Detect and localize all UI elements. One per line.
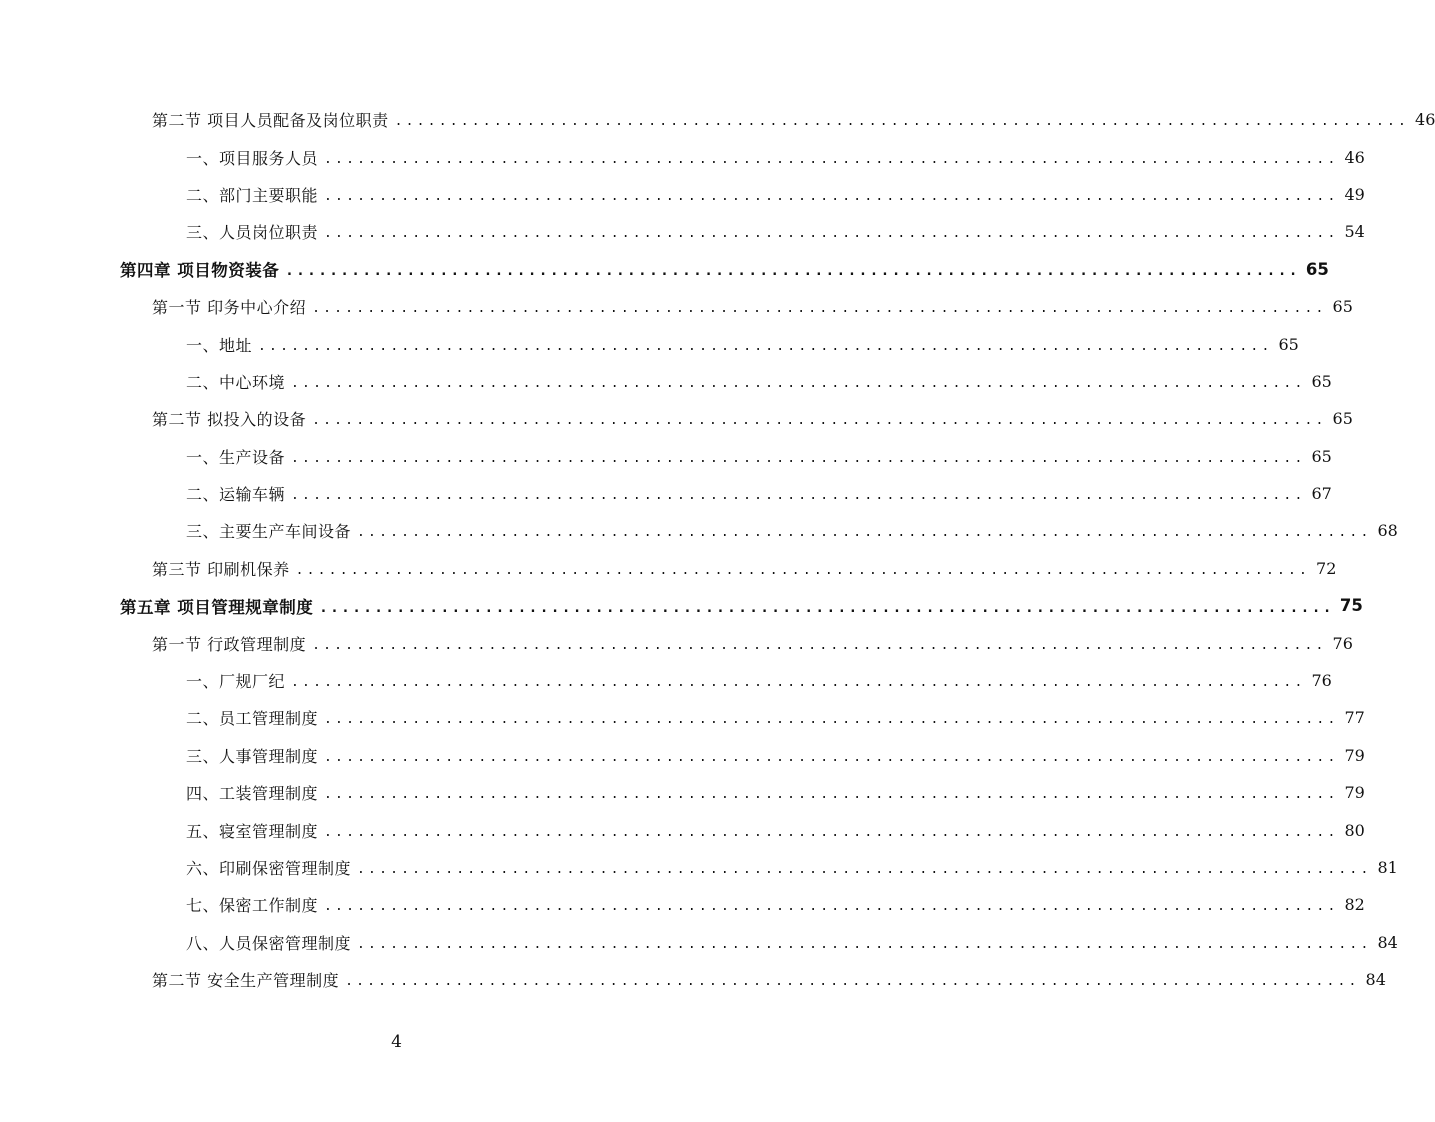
toc-entry-title: 第一节 印务中心介绍	[152, 298, 307, 318]
toc-entry[interactable]	[0, 213, 1365, 250]
toc-entry-title: 三、人事管理制度	[186, 746, 319, 766]
toc-entry[interactable]	[0, 699, 1365, 736]
toc-entry-page: 65	[1332, 297, 1353, 317]
toc-entry-page: 76	[1311, 671, 1332, 691]
dot-leader: ............................................................................................	[291, 450, 1306, 466]
toc-entry[interactable]	[0, 550, 1337, 587]
dot-leader: ............................................................................................	[394, 114, 1410, 130]
toc-entry[interactable]	[0, 587, 1363, 624]
toc-entry-title: 二、员工管理制度	[186, 709, 319, 729]
toc-entry-page: 49	[1344, 184, 1365, 204]
dot-leader: ............................................................................................	[324, 712, 1339, 728]
toc-entry-title: 二、运输车辆	[186, 485, 286, 505]
dot-leader: ............................................................................................	[357, 936, 1372, 952]
toc-entry-title: 一、地址	[186, 335, 253, 355]
dot-leader: ............................................................................................	[312, 301, 1327, 317]
dot-leader: ............................................................................................	[312, 413, 1327, 429]
toc-entry[interactable]	[0, 325, 1299, 362]
toc-entry[interactable]	[0, 138, 1365, 175]
toc-entry-title: 第四章 项目物资装备	[120, 261, 280, 281]
toc-entry-title: 八、人员保密管理制度	[186, 933, 352, 953]
dot-leader: ............................................................................................	[345, 974, 1360, 990]
dot-leader: ............................................................................................	[312, 637, 1327, 653]
toc-entry[interactable]	[0, 475, 1332, 512]
toc-entry[interactable]	[0, 737, 1365, 774]
dot-leader: ............................................................................................	[258, 338, 1273, 354]
toc-entry-page: 65	[1311, 371, 1332, 391]
toc-entry-title: 六、印刷保密管理制度	[186, 859, 352, 878]
toc-entry-page: 84	[1377, 932, 1398, 952]
toc-entry[interactable]	[0, 438, 1332, 475]
toc-entry[interactable]	[0, 662, 1332, 699]
toc-entry-title: 第二节 项目人员配备及岗位职责	[152, 111, 389, 131]
toc-entry-page: 80	[1344, 820, 1365, 840]
dot-leader: ............................................................................................	[324, 188, 1339, 204]
dot-leader: ............................................................................................	[324, 749, 1339, 765]
toc-entry[interactable]	[0, 774, 1365, 811]
toc-entry-title: 七、保密工作制度	[186, 896, 319, 916]
toc-entry-page: 46	[1344, 147, 1365, 167]
dot-leader: ............................................................................................	[291, 488, 1306, 504]
toc-entry[interactable]	[0, 400, 1353, 437]
toc-entry[interactable]	[0, 886, 1365, 923]
table-of-contents	[0, 101, 1435, 998]
dot-leader: ............................................................................................	[324, 899, 1339, 915]
toc-entry[interactable]	[0, 961, 1386, 998]
toc-entry-page: 79	[1344, 783, 1365, 803]
toc-entry-page: 46	[1415, 110, 1435, 130]
toc-entry[interactable]	[0, 363, 1332, 400]
toc-entry[interactable]	[0, 924, 1398, 961]
toc-entry-page: 65	[1311, 446, 1332, 466]
toc-entry-title: 第二节 安全生产管理制度	[152, 971, 340, 991]
toc-entry-page: 76	[1332, 633, 1353, 653]
toc-entry-page: 81	[1377, 858, 1398, 877]
toc-entry[interactable]	[0, 811, 1365, 848]
toc-entry-title: 三、主要生产车间设备	[186, 522, 352, 542]
toc-entry-title: 三、人员岗位职责	[186, 223, 319, 243]
toc-entry-title: 一、项目服务人员	[186, 148, 319, 168]
toc-entry-title: 第五章 项目管理规章制度	[120, 597, 314, 617]
dot-leader: ............................................................................................	[295, 562, 1311, 578]
toc-entry-page: 75	[1339, 596, 1363, 616]
toc-entry-page: 77	[1344, 708, 1365, 728]
toc-entry[interactable]	[0, 512, 1398, 549]
page-number: 4	[391, 1032, 402, 1052]
toc-entry-page: 67	[1311, 484, 1332, 504]
toc-entry-title: 二、中心环境	[186, 372, 286, 392]
toc-entry-title: 一、生产设备	[186, 447, 286, 467]
toc-entry-page: 65	[1305, 259, 1329, 279]
toc-entry-page: 65	[1278, 334, 1299, 354]
dot-leader: ............................................................................................	[324, 151, 1339, 167]
toc-entry-title: 四、工装管理制度	[186, 784, 319, 804]
toc-entry[interactable]	[0, 251, 1329, 288]
dot-leader: ............................................................................................	[324, 226, 1339, 242]
toc-entry-title: 二、部门主要职能	[186, 185, 319, 205]
toc-entry-title: 第三节 印刷机保养	[152, 559, 290, 579]
toc-entry[interactable]	[0, 101, 1435, 138]
toc-entry[interactable]	[0, 176, 1365, 213]
toc-entry-title: 第二节 拟投入的设备	[152, 410, 307, 430]
toc-entry-page: 82	[1344, 895, 1365, 915]
dot-leader: ............................................................................................	[324, 787, 1339, 803]
dot-leader: ............................................................................................	[285, 263, 1300, 280]
dot-leader: ............................................................................................	[357, 862, 1372, 877]
toc-entry-page: 72	[1316, 558, 1337, 578]
toc-entry-page: 84	[1365, 970, 1386, 990]
toc-entry-title: 一、厂规厂纪	[186, 672, 286, 692]
dot-leader: ............................................................................................	[324, 824, 1339, 840]
dot-leader: ............................................................................................	[291, 375, 1306, 391]
dot-leader: ............................................................................................	[291, 675, 1306, 691]
toc-entry-title: 五、寝室管理制度	[186, 821, 319, 841]
toc-entry-title: 第一节 行政管理制度	[152, 634, 307, 654]
toc-entry[interactable]	[0, 288, 1353, 325]
dot-leader: ............................................................................................	[319, 599, 1334, 616]
toc-entry-page: 65	[1332, 409, 1353, 429]
dot-leader: ............................................................................................	[357, 525, 1372, 541]
toc-entry-page: 54	[1344, 222, 1365, 242]
toc-entry[interactable]	[0, 624, 1353, 661]
toc-entry-page: 68	[1377, 521, 1398, 541]
toc-entry[interactable]	[0, 849, 1398, 886]
toc-entry-page: 79	[1344, 745, 1365, 765]
